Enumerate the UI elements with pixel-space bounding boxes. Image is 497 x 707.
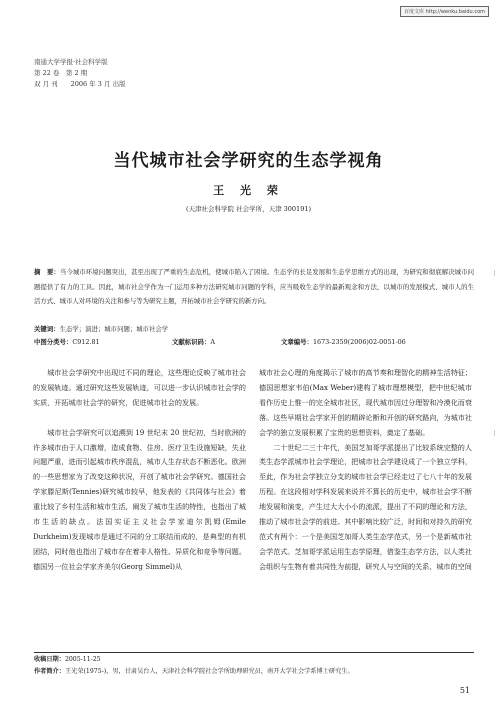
body-paragraph: 城市社会学研究中出现过不同的理论，这些理论反映了城市社会的发展轨迹。通过研究这些发展轨迹，可以进一步认识城市社会学的实质，开拓城市社会学的研究，促进城市社会的发展。 xyxy=(33,368,246,407)
received-value: 2005-11-25 xyxy=(64,656,101,663)
document-code-label: 文献标识码： xyxy=(172,338,211,346)
clc-label: 中图分类号： xyxy=(34,338,73,346)
journal-issue: 双 月 刊 2006 年 3 月 出版 xyxy=(34,80,126,88)
keywords-text: 生态学；演进；城市问题；城市社会学 xyxy=(59,325,169,333)
journal-volume: 第 22 卷 第 2 期 xyxy=(34,69,88,77)
body-right-column xyxy=(259,366,472,575)
body-paragraph: 城市社会心理的角度揭示了城市的高节奏和理智化的精神生活特征；德国思想家韦伯(Max Weber)建构了城市理想模型，把中世纪城市看作历史上惟一的完全城市社区，现代城市因过分理智和冷漠化而衰落。这些早期社会学家开创的精辟论断和开创的研究路向，为城市社会学的独立发展积累了宝贵的思想资料，奠定了基础。 xyxy=(259,368,472,437)
keywords-label: 关键词： xyxy=(34,325,60,333)
author-name: 王 光 荣 xyxy=(213,184,284,197)
author-bio xyxy=(34,666,354,678)
received-label: 收稿日期： xyxy=(34,656,65,663)
journal-name: 南通大学学报·社会科学版 xyxy=(34,58,108,66)
article-title: 当代城市社会学研究的生态学视角 xyxy=(113,151,384,171)
author-bio-value: 王光荣(1975-)，男，甘肃吴台人，天津社会科学院社会学所助理研究员，南开大学社会学系博士研究生。 xyxy=(64,668,354,675)
margin-mark xyxy=(494,270,495,276)
abstract xyxy=(34,265,474,309)
body-paragraph: 城市社会学研究可以追溯到 19 世纪末 20 世纪初，当时欧洲的许多城市由于人口激增，造成食物、住房、医疗卫生设施短缺，失业问题严重，进而引起城市秩序混乱，城市人生存状态不断恶化。欧洲的一些思想家为了改变这种状况，开创了城市社会学研究。德国社会学家滕尼斯(Tennies)研究城市较早，他发表的《共同体与社会》着重比较了乡村生活和城市生活，阐发了城市生活的特性，也指出了城市生活的缺点。法国实证主义社会学家迪尔凯姆(Emile Durkheim)发现城市是通过不同的分工联结而成的，是典型的有机团结，同时他也指出了城市存在着非人格性、异质化和竞争等问题。德国另一位社会学家齐美尔(Georg Simmel)从 xyxy=(33,427,246,571)
clc-value: C912.81 xyxy=(72,338,100,346)
article-number-value: 1673-2359(2006)02-0051-06 xyxy=(312,338,406,346)
page-number: 51 xyxy=(459,686,470,695)
document-code xyxy=(172,337,215,346)
article-number-label: 文章编号： xyxy=(281,338,313,346)
clc-number xyxy=(34,337,100,346)
author-bio-label: 作者简介： xyxy=(34,668,65,675)
footnote-divider xyxy=(34,652,474,653)
margin-mark xyxy=(494,430,495,436)
abstract-text: 当今城市环境问题突出，甚至出现了严重的生态危机，使城市陷入了困境。生态学的长足发展和生态学思维方式的出现，为研究和彻底解决城市问题提供了有力的工具。因此，城市社会学作为一门运用多种方法研究城市问题的学科，应当吸收生态学的最新观念和方法，以城市的发展模式、城市人的生活方式、城市人对环境的关注和参与等为研究主题，开拓城市社会学研究的新方向。 xyxy=(34,268,475,305)
abstract-label: 摘 要： xyxy=(34,268,60,276)
article-number xyxy=(281,337,406,346)
body-paragraph: 二十世纪二三十年代，美国芝加哥学派提出了比较系统完整的人类生态学派城市社会学理论，把城市社会学建设成了一个独立学科，至此，作为社会学独立分支的城市社会学已经走过了七八十年的发展历程。在这段相对学科发展来说并不算长的历史中，城市社会学不断地发展和演变，产生过大大小小的流派，提出了不同的理论和方法，推动了城市社会学的前进。其中影响比较广泛，时间和对持久的研究范式有两个：一个是美国芝加哥人类生态学范式，另一个是新城市社会学范式。芝加哥学派运用生态学原理，借鉴生态学方法，以人类社会组织与生物有着共同性为前提，研究人与空间的关系、城市的空间 xyxy=(259,442,472,571)
received-date xyxy=(34,654,101,666)
author-affiliation: (天津社会科学院 社会学所，天津 300191) xyxy=(185,205,312,213)
body-left-column xyxy=(33,366,246,575)
document-code-value: A xyxy=(210,338,215,346)
watermark-badge: 百度文库 http://wenku.baidu.com xyxy=(400,6,489,17)
keywords xyxy=(34,324,474,333)
